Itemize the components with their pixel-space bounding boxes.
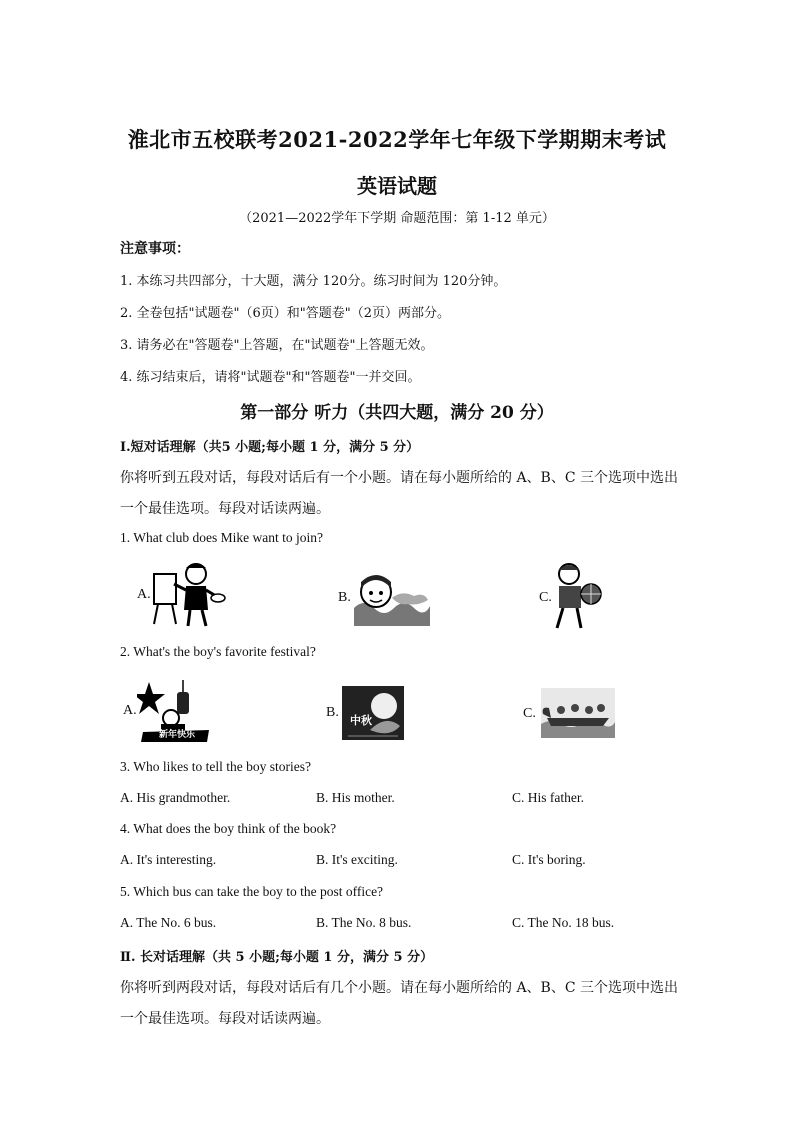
exam-scope: （2021—2022学年下学期 命题范围：第 1-12 单元） [239,211,555,226]
option-label: C. [539,590,552,605]
question-3-text: 3. Who likes to tell the boy stories? [120,759,311,774]
option-c: C. It's boring. [512,852,586,867]
option-label: A. [123,703,137,718]
swimming-picture [352,568,430,632]
option-label: C. [523,706,536,721]
section-one-instruction: 一个最佳选项。每段对话读两遍。 [120,501,330,517]
option-label: B. [326,705,339,720]
note-item: 2. 全卷包括"试题卷"（6页）和"答题卷"（2页）两部分。 [120,306,450,321]
notes-heading: 注意事项： [120,241,190,257]
section-one-instruction: 你将听到五段对话，每段对话后有一个小题。请在每小题所给的 A、B、C 三个选项中选出 [120,470,679,486]
basketball-picture [553,562,603,626]
option-b: B. His mother. [316,790,395,805]
option-a: A. It's interesting. [120,852,217,867]
option-label: B. [338,590,351,605]
option-a: A. His grandmother. [120,790,231,805]
painting-picture [150,560,228,624]
section-two-heading: Ⅱ. 长对话理解（共 5 小题;每小题 1 分，满分 5 分） [120,950,434,965]
option-a: A. The No. 6 bus. [120,915,217,930]
question-2-text: 2. What's the boy's favorite festival? [120,644,316,659]
question-5-text: 5. Which bus can take the boy to the post office? [120,884,384,899]
option-label: A. [137,587,151,602]
spring-festival-text: 新年快乐 [159,730,196,740]
option-b: B. It's exciting. [316,852,398,867]
page-title: 淮北市五校联考2021-2022学年七年级下学期期末考试 [127,127,667,152]
option-c: C. The No. 18 bus. [512,915,615,930]
part-one-heading: 第一部分 听力（共四大题，满分 20 分） [240,403,554,423]
question-1-text: 1. What club does Mike want to join? [120,530,323,545]
note-item: 4. 练习结束后，请将"试题卷"和"答题卷"一并交回。 [120,370,421,385]
note-item: 1. 本练习共四部分，十大题，满分 120分。练习时间为 120分钟。 [120,274,507,289]
option-b: B. The No. 8 bus. [316,915,412,930]
option-c: C. His father. [512,790,584,805]
section-two-instruction: 一个最佳选项。每段对话读两遍。 [120,1011,330,1027]
note-item: 3. 请务必在"答题卷"上答题，在"试题卷"上答题无效。 [120,338,434,353]
dragon-boat-festival-picture [541,688,615,752]
question-4-text: 4. What does the boy think of the book? [120,821,337,836]
section-two-instruction: 你将听到两段对话，每段对话后有几个小题。请在每小题所给的 A、B、C 三个选项中选出 [120,980,679,996]
section-one-heading: Ⅰ.短对话理解（共5 小题;每小题 1 分，满分 5 分） [120,440,420,455]
mid-autumn-text: 中秋 [350,714,372,727]
page-subtitle: 英语试题 [357,174,437,198]
